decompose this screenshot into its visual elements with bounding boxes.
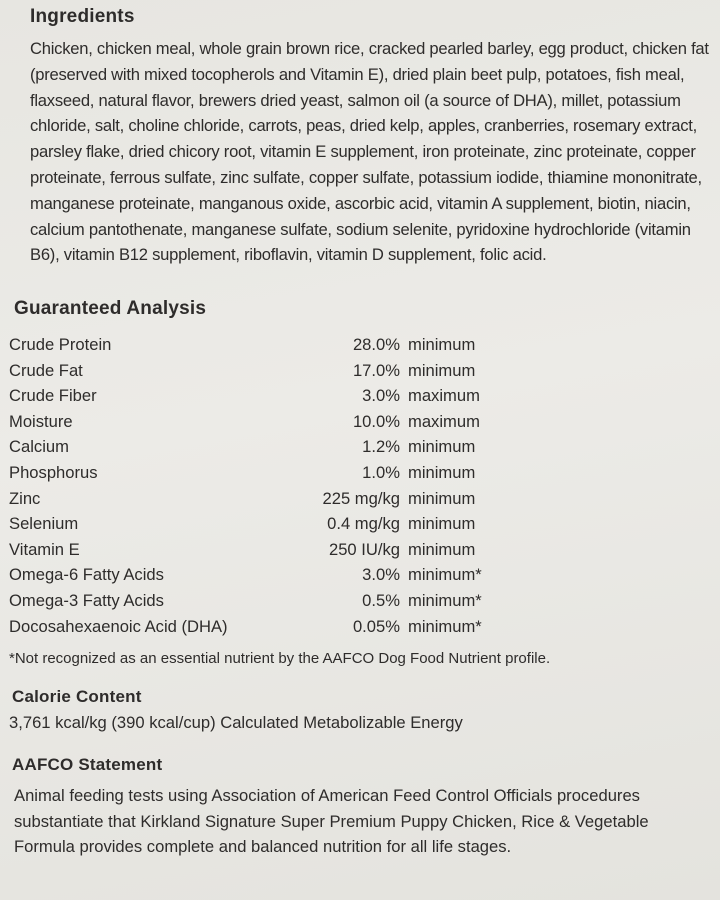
analysis-row — [9, 332, 509, 358]
nutrient-name: Crude Fiber — [9, 386, 97, 406]
nutrient-name: Docosahexaenoic Acid (DHA) — [9, 616, 228, 636]
nutrient-basis: minimum — [408, 514, 476, 534]
nutrient-name: Selenium — [9, 514, 79, 534]
nutrient-amount: 3.0% — [362, 386, 400, 406]
analysis-row — [9, 460, 509, 486]
guaranteed-analysis-table — [9, 332, 509, 639]
aafco-statement-heading: AAFCO Statement — [12, 755, 163, 774]
nutrient-amount: 10.0% — [352, 411, 400, 431]
analysis-row — [9, 383, 509, 409]
nutrient-amount: 0.4 mg/kg — [327, 514, 400, 534]
nutrient-basis: minimum* — [408, 590, 482, 610]
aafco-statement-text: Animal feeding tests using Association of American Feed Control Officials procedures substantiate that Kirkland Signature Super Premium Puppy Chicken, Rice & Vegetable Formula provides complete and balanced nutrition for all life stages. — [14, 786, 649, 856]
nutrient-amount: 1.0% — [362, 462, 400, 482]
nutrient-name: Calcium — [9, 437, 69, 457]
nutrient-name: Phosphorus — [9, 462, 98, 482]
analysis-row — [9, 511, 509, 537]
ingredients-list: Chicken, chicken meal, whole grain brown rice, cracked pearled barley, egg product, chicken fat (preserved with mixed tocopherols and Vitamin E), dried plain beet pulp, potatoes, fish meal, flaxseed, natural flavor, brewers dried yeast, salmon oil (a source of DHA), millet, potassium chloride, salt, choline chloride, carrots, peas, dried kelp, apples, cranberries, rosemary extract, parsley flake, dried chicory root, vitamin E supplement, iron proteinate, zinc proteinate, copper proteinate, ferrous sulfate, zinc sulfate, copper sulfate, potassium iodide, thiamine mononitrate, manganese proteinate, manganous oxide, ascorbic acid, vitamin A supplement, biotin, niacin, calcium pantothenate, manganese sulfate, sodium selenite, pyridoxine hydrochloride (vitamin B6), vitamin B12 supplement, riboflavin, vitamin D supplement, folic acid. — [30, 39, 709, 265]
nutrient-name: Moisture — [9, 411, 73, 431]
ingredients-heading: Ingredients — [30, 6, 135, 27]
nutrient-basis: minimum — [408, 437, 476, 457]
nutrient-amount: 0.05% — [352, 616, 400, 636]
analysis-row — [9, 434, 509, 460]
nutrient-name: Crude Fat — [9, 360, 83, 380]
nutrient-amount: 28.0% — [352, 335, 400, 354]
nutrient-name: Crude Protein — [9, 335, 112, 354]
analysis-row — [9, 588, 509, 614]
nutrient-basis: minimum — [408, 462, 476, 482]
calorie-content-heading: Calorie Content — [12, 687, 142, 706]
analysis-row — [9, 486, 509, 512]
nutrient-name: Vitamin E — [9, 539, 80, 559]
nutrient-name: Zinc — [9, 488, 41, 508]
nutrient-name: Omega-3 Fatty Acids — [9, 590, 164, 610]
nutrient-basis: maximum — [408, 411, 480, 431]
nutrient-amount: 0.5% — [362, 590, 400, 610]
analysis-row — [9, 537, 509, 563]
analysis-row — [9, 614, 509, 640]
nutrient-basis: minimum* — [408, 565, 482, 585]
nutrient-amount: 1.2% — [362, 437, 400, 457]
nutrient-amount: 3.0% — [362, 565, 400, 585]
analysis-row — [9, 358, 509, 384]
nutrient-basis: minimum — [408, 360, 476, 380]
nutrient-amount: 225 mg/kg — [322, 488, 400, 508]
nutrient-basis: maximum — [408, 386, 480, 406]
nutrient-amount: 250 IU/kg — [328, 539, 400, 559]
guaranteed-analysis-heading: Guaranteed Analysis — [14, 298, 207, 319]
nutrient-basis: minimum — [408, 488, 476, 508]
nutrient-basis: minimum — [408, 335, 476, 354]
nutrient-basis: minimum — [408, 539, 476, 559]
nutrient-basis: minimum* — [408, 616, 482, 636]
calorie-content-text: 3,761 kcal/kg (390 kcal/cup) Calculated Metabolizable Energy — [9, 713, 463, 732]
analysis-row — [9, 409, 509, 435]
nutrient-amount: 17.0% — [352, 360, 400, 380]
analysis-row — [9, 562, 509, 588]
aafco-footnote: *Not recognized as an essential nutrient by the AAFCO Dog Food Nutrient profile. — [9, 650, 551, 667]
nutrient-name: Omega-6 Fatty Acids — [9, 565, 164, 585]
